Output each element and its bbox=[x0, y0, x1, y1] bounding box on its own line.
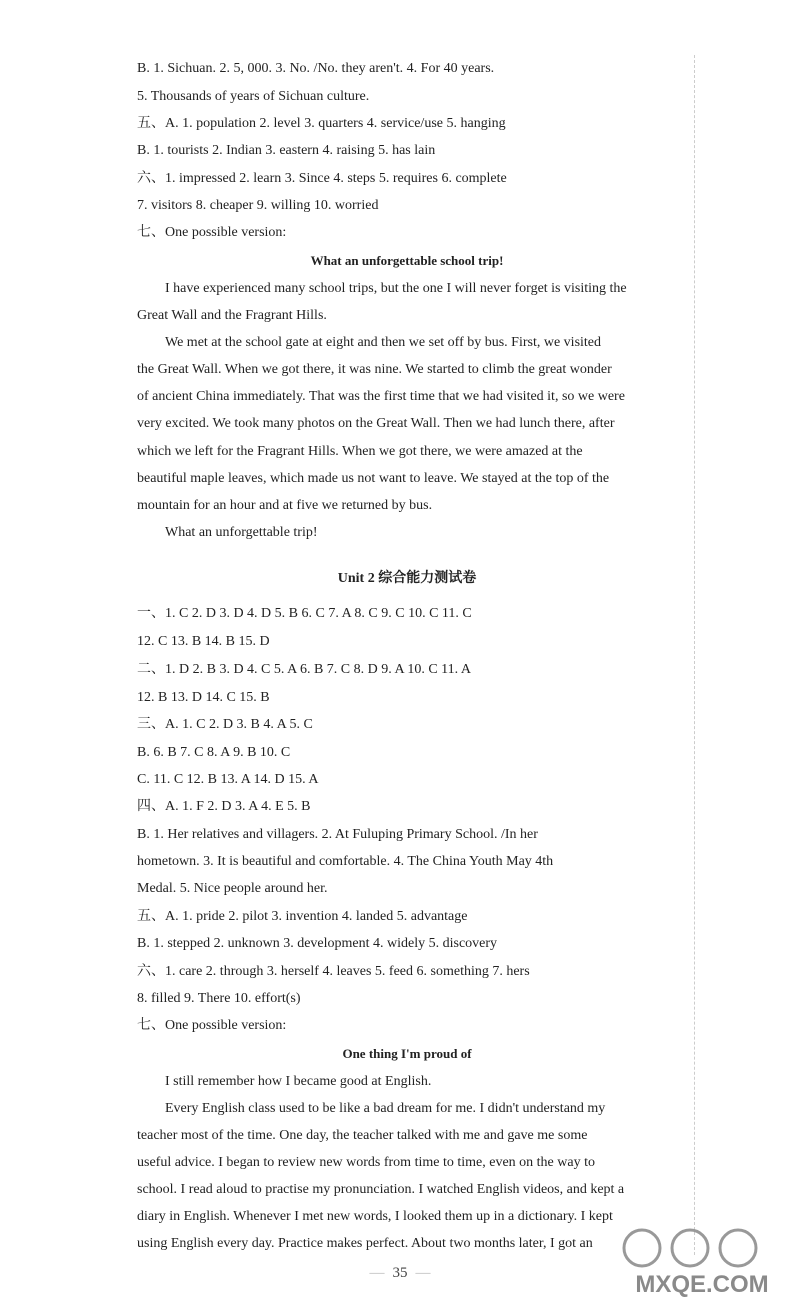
answer-line: 8. filled 9. There 10. effort(s) bbox=[137, 991, 301, 1006]
answer-line: B. 1. Her relatives and villagers. 2. At Fuluping Primary School. /In her bbox=[137, 827, 538, 842]
watermark-circle bbox=[720, 1230, 756, 1266]
essay-line: useful advice. I began to review new words from time to time, even on the way to bbox=[137, 1155, 595, 1170]
essay-line: Great Wall and the Fragrant Hills. bbox=[137, 308, 327, 323]
answer-line: 三、A. 1. C 2. D 3. B 4. A 5. C bbox=[137, 717, 313, 732]
answer-line: 七、One possible version: bbox=[137, 1018, 287, 1033]
dash-decoration: — bbox=[369, 1265, 385, 1281]
essay-line: very excited. We took many photos on the Great Wall. Then we had lunch there, after bbox=[137, 416, 615, 431]
essay-line: school. I read aloud to practise my pronunciation. I watched English videos, and kept a bbox=[137, 1182, 625, 1197]
essay-line: We met at the school gate at eight and then we set off by bus. First, we visited bbox=[165, 335, 602, 350]
essay-line: the Great Wall. When we got there, it was nine. We started to climb the great wonder bbox=[137, 362, 612, 377]
essay-title: One thing I'm proud of bbox=[342, 1046, 472, 1061]
watermark-circle bbox=[672, 1230, 708, 1266]
answer-line: 二、1. D 2. B 3. D 4. C 5. A 6. B 7. C 8. D 9. A 10. C 11. A bbox=[137, 662, 471, 677]
answer-line: 12. C 13. B 14. B 15. D bbox=[137, 634, 270, 649]
answer-line: B. 1. tourists 2. Indian 3. eastern 4. raising 5. has lain bbox=[137, 143, 436, 158]
essay-line: diary in English. Whenever I met new words, I looked them up in a dictionary. I kept bbox=[137, 1209, 613, 1224]
essay-line: mountain for an hour and at five we returned by bus. bbox=[137, 498, 433, 513]
answer-line: hometown. 3. It is beautiful and comfortable. 4. The China Youth May 4th bbox=[137, 854, 554, 869]
essay-line: beautiful maple leaves, which made us not want to leave. We stayed at the top of the bbox=[137, 471, 610, 486]
answer-line: B. 1. stepped 2. unknown 3. development 4. widely 5. discovery bbox=[137, 936, 498, 951]
watermark-circle bbox=[624, 1230, 660, 1266]
margin-rule bbox=[694, 55, 695, 1255]
essay-line: I have experienced many school trips, but the one I will never forget is visiting the bbox=[165, 281, 627, 296]
unit-title: Unit 2 综合能力测试卷 bbox=[337, 571, 477, 586]
answer-line: 一、1. C 2. D 3. D 4. D 5. B 6. C 7. A 8. C 9. C 10. C 11. C bbox=[137, 606, 472, 621]
essay-title: What an unforgettable school trip! bbox=[310, 253, 504, 268]
essay-line: What an unforgettable trip! bbox=[165, 525, 318, 540]
watermark-logo bbox=[612, 1222, 792, 1302]
answer-line: 七、One possible version: bbox=[137, 225, 287, 240]
answer-line: 12. B 13. D 14. C 15. B bbox=[137, 690, 270, 705]
essay-line: I still remember how I became good at English. bbox=[165, 1074, 432, 1089]
answer-line: 5. Thousands of years of Sichuan culture. bbox=[137, 89, 370, 104]
page-number-text: 35 bbox=[392, 1265, 408, 1281]
answer-line: 五、A. 1. pride 2. pilot 3. invention 4. landed 5. advantage bbox=[137, 909, 468, 924]
essay-line: Every English class used to be like a bad dream for me. I didn't understand my bbox=[165, 1101, 606, 1116]
dash-decoration: — bbox=[415, 1265, 431, 1281]
answer-line: 六、1. impressed 2. learn 3. Since 4. steps 5. requires 6. complete bbox=[137, 171, 507, 186]
essay-line: of ancient China immediately. That was the first time that we had visited it, so we were bbox=[137, 389, 625, 404]
answer-line: 五、A. 1. population 2. level 3. quarters 4. service/use 5. hanging bbox=[137, 116, 506, 131]
essay-line: which we left for the Fragrant Hills. When we got there, we were amazed at the bbox=[137, 444, 583, 459]
answer-line: 六、1. care 2. through 3. herself 4. leaves 5. feed 6. something 7. hers bbox=[137, 964, 530, 979]
essay-line: teacher most of the time. One day, the teacher talked with me and gave me some bbox=[137, 1128, 588, 1143]
answer-line: B. 6. B 7. C 8. A 9. B 10. C bbox=[137, 745, 291, 760]
answer-line: B. 1. Sichuan. 2. 5, 000. 3. No. /No. they aren't. 4. For 40 years. bbox=[137, 61, 495, 76]
answer-line: C. 11. C 12. B 13. A 14. D 15. A bbox=[137, 772, 319, 787]
answer-line: 7. visitors 8. cheaper 9. willing 10. worried bbox=[137, 198, 379, 213]
answer-line: 四、A. 1. F 2. D 3. A 4. E 5. B bbox=[137, 799, 311, 814]
watermark-text: MXQE.COM bbox=[635, 1271, 769, 1298]
answer-line: Medal. 5. Nice people around her. bbox=[137, 881, 328, 896]
essay-line: using English every day. Practice makes perfect. About two months later, I got an bbox=[137, 1236, 593, 1251]
